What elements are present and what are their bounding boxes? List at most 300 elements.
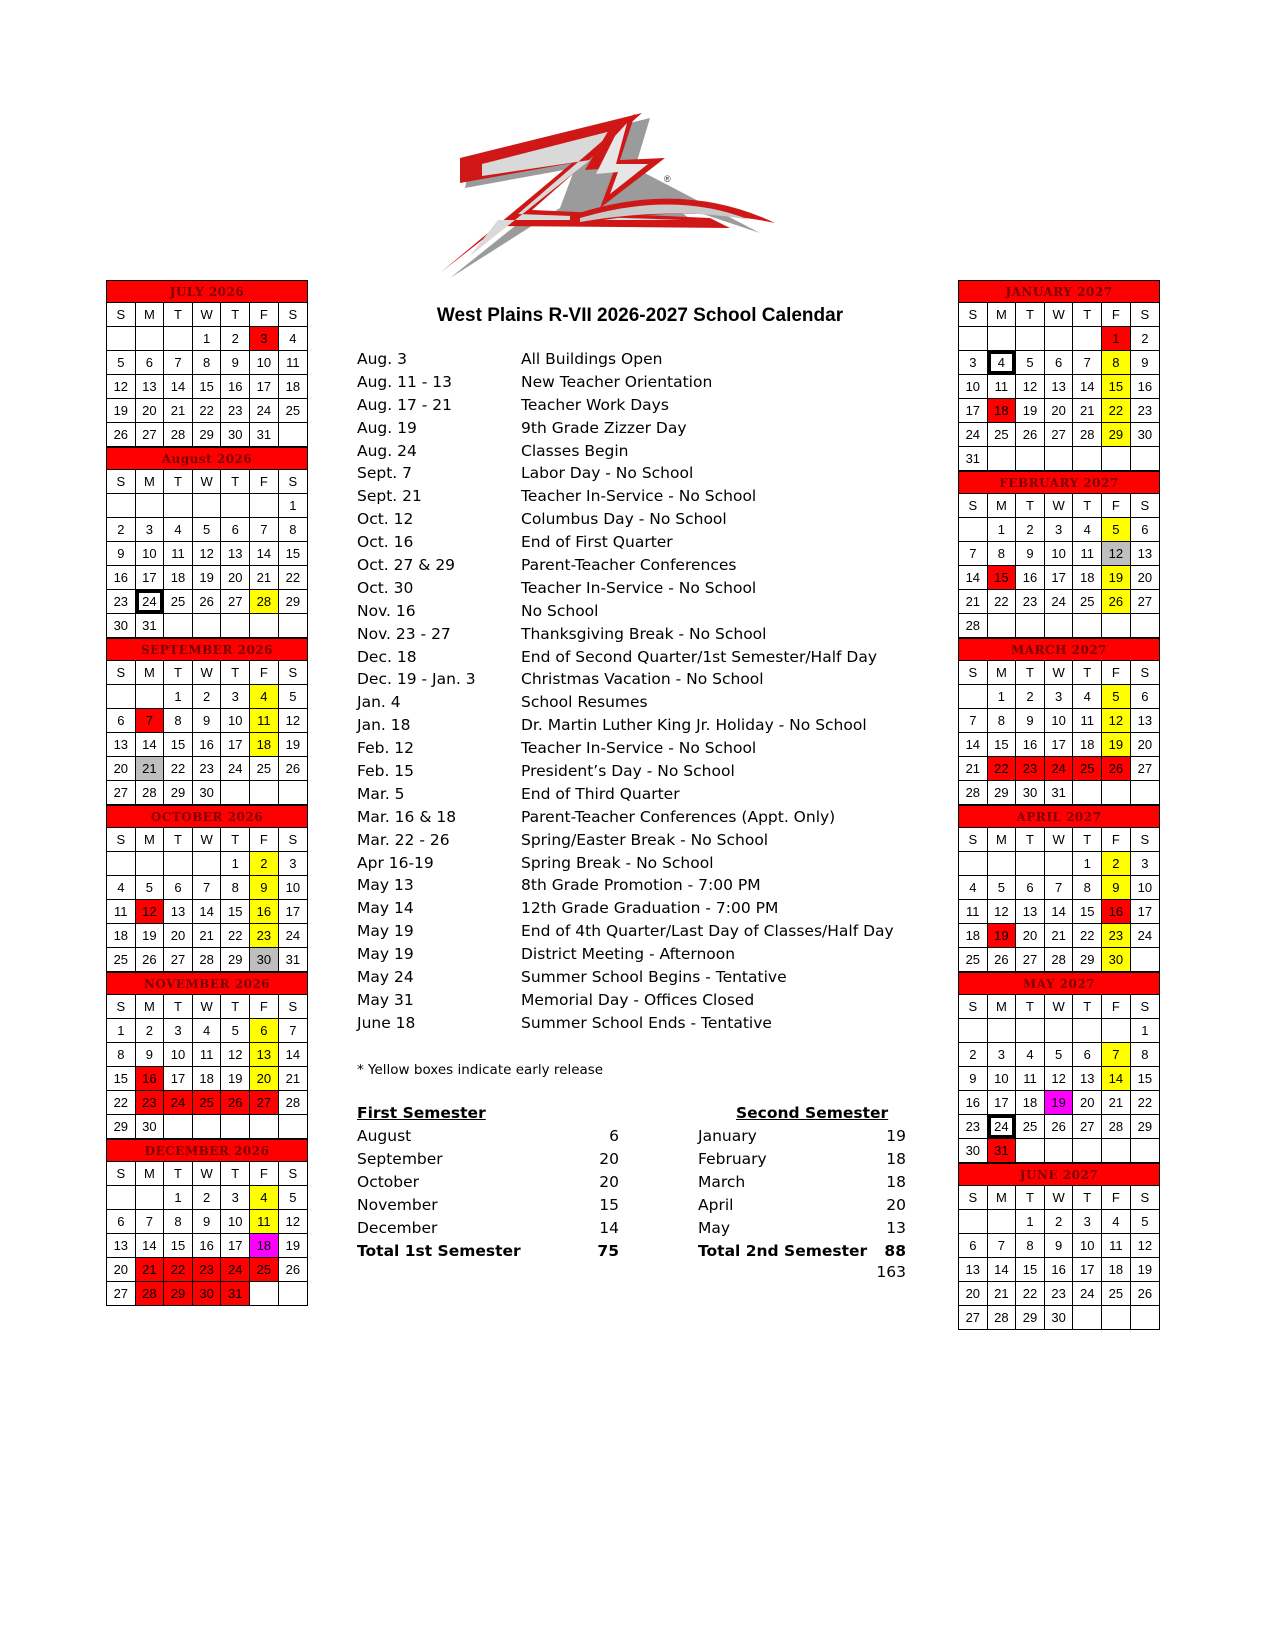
day-cell: 27	[1073, 1115, 1102, 1139]
day-cell: 10	[959, 375, 988, 399]
month-calendar	[106, 638, 308, 805]
day-cell: 6	[1044, 351, 1073, 375]
day-cell: 13	[250, 1043, 279, 1067]
empty-day-cell	[221, 781, 250, 805]
empty-day-cell	[135, 1186, 164, 1210]
empty-day-cell	[959, 685, 988, 709]
event-description: Dr. Martin Luther King Jr. Holiday - No School	[521, 716, 867, 735]
day-cell: 7	[135, 1210, 164, 1234]
event-row	[357, 531, 917, 554]
event-date: June 18	[357, 1013, 416, 1032]
day-cell: 15	[1130, 1067, 1159, 1091]
event-row	[357, 508, 917, 531]
day-cell: 14	[164, 375, 193, 399]
empty-day-cell	[107, 1186, 136, 1210]
event-description: Teacher In-Service - No School	[521, 487, 757, 506]
weekday-label: M	[987, 661, 1016, 685]
weekday-label: T	[221, 828, 250, 852]
day-cell: 2	[192, 685, 221, 709]
month-title: JANUARY 2027	[959, 281, 1160, 303]
empty-day-cell	[1016, 614, 1045, 638]
event-date: May 19	[357, 945, 414, 964]
empty-day-cell	[987, 1210, 1016, 1234]
day-cell: 2	[1016, 518, 1045, 542]
weekday-label: T	[1073, 303, 1102, 327]
day-cell: 16	[221, 375, 250, 399]
semester-month-row	[357, 1148, 619, 1171]
day-cell: 17	[1044, 566, 1073, 590]
day-cell: 1	[1102, 327, 1131, 351]
weekday-label: W	[192, 995, 221, 1019]
empty-day-cell	[250, 494, 279, 518]
day-cell: 31	[221, 1282, 250, 1306]
event-date: Sept. 7	[357, 464, 413, 483]
day-cell: 12	[278, 709, 307, 733]
day-cell: 17	[221, 1234, 250, 1258]
day-cell: 23	[1102, 924, 1131, 948]
day-cell: 5	[1044, 1043, 1073, 1067]
day-cell: 2	[1102, 852, 1131, 876]
event-row	[357, 646, 917, 669]
semester-month-name: September	[357, 1150, 443, 1168]
month-calendar	[958, 805, 1160, 972]
empty-day-cell	[1102, 781, 1131, 805]
day-cell: 30	[107, 614, 136, 638]
empty-day-cell	[278, 1282, 307, 1306]
event-date: Oct. 30	[357, 578, 414, 597]
empty-day-cell	[164, 852, 193, 876]
day-cell: 8	[164, 1210, 193, 1234]
event-row	[357, 668, 917, 691]
day-cell: 17	[135, 566, 164, 590]
first-semester-total-row	[357, 1240, 619, 1263]
day-cell: 6	[107, 1210, 136, 1234]
day-cell: 15	[221, 900, 250, 924]
day-cell: 24	[135, 590, 164, 614]
empty-day-cell	[1044, 852, 1073, 876]
weekday-label: S	[959, 661, 988, 685]
day-cell: 5	[192, 518, 221, 542]
day-cell: 22	[987, 590, 1016, 614]
day-cell: 8	[987, 542, 1016, 566]
day-cell: 27	[959, 1306, 988, 1330]
day-cell: 24	[221, 1258, 250, 1282]
day-cell: 24	[250, 399, 279, 423]
day-cell: 13	[164, 900, 193, 924]
weekday-label: T	[221, 995, 250, 1019]
empty-day-cell	[107, 494, 136, 518]
day-cell: 1	[164, 1186, 193, 1210]
semester-month-days: 20	[599, 1173, 619, 1191]
day-cell: 3	[221, 1186, 250, 1210]
day-cell: 11	[1073, 709, 1102, 733]
day-cell: 28	[987, 1306, 1016, 1330]
day-cell: 23	[1130, 399, 1159, 423]
empty-day-cell	[192, 852, 221, 876]
empty-day-cell	[135, 494, 164, 518]
day-cell: 5	[135, 876, 164, 900]
day-cell: 12	[192, 542, 221, 566]
semester-month-days: 13	[886, 1219, 906, 1237]
weekday-label: T	[164, 995, 193, 1019]
day-cell: 5	[1102, 518, 1131, 542]
day-cell: 21	[1044, 924, 1073, 948]
day-cell: 11	[1073, 542, 1102, 566]
weekday-label: S	[278, 1162, 307, 1186]
day-cell: 26	[107, 423, 136, 447]
day-cell: 28	[135, 781, 164, 805]
event-description: End of First Quarter	[521, 533, 673, 552]
empty-day-cell	[164, 1115, 193, 1139]
semester-month-days: 20	[599, 1150, 619, 1168]
event-row	[357, 989, 917, 1012]
day-cell: 13	[221, 542, 250, 566]
event-description: District Meeting - Afternoon	[521, 945, 736, 964]
weekday-label: T	[164, 470, 193, 494]
empty-day-cell	[107, 685, 136, 709]
empty-day-cell	[164, 494, 193, 518]
event-row	[357, 371, 917, 394]
day-cell: 15	[1102, 375, 1131, 399]
month-calendar	[106, 280, 308, 447]
month-title: MARCH 2027	[959, 639, 1160, 661]
empty-day-cell	[1016, 447, 1045, 471]
day-cell: 18	[959, 924, 988, 948]
day-cell: 3	[250, 327, 279, 351]
day-cell: 14	[1073, 375, 1102, 399]
day-cell: 9	[135, 1043, 164, 1067]
right-calendar-column	[958, 280, 1160, 1330]
weekday-label: F	[1102, 303, 1131, 327]
event-date: May 31	[357, 990, 414, 1009]
day-cell: 4	[1073, 685, 1102, 709]
day-cell: 9	[250, 876, 279, 900]
empty-day-cell	[221, 494, 250, 518]
weekday-label: S	[278, 995, 307, 1019]
weekday-label: F	[1102, 494, 1131, 518]
month-title: NOVEMBER 2026	[107, 973, 308, 995]
day-cell: 19	[1044, 1091, 1073, 1115]
day-cell: 20	[221, 566, 250, 590]
empty-day-cell	[1130, 948, 1159, 972]
event-description: End of 4th Quarter/Last Day of Classes/Half Day	[521, 922, 894, 941]
event-row	[357, 1012, 917, 1035]
event-row	[357, 874, 917, 897]
empty-day-cell	[1073, 1019, 1102, 1043]
day-cell: 22	[107, 1091, 136, 1115]
day-cell: 25	[959, 948, 988, 972]
weekday-label: T	[1073, 494, 1102, 518]
day-cell: 10	[1130, 876, 1159, 900]
day-cell: 13	[1016, 900, 1045, 924]
day-cell: 9	[1016, 709, 1045, 733]
day-cell: 31	[987, 1139, 1016, 1163]
day-cell: 30	[1016, 781, 1045, 805]
weekday-label: F	[1102, 1186, 1131, 1210]
day-cell: 31	[1044, 781, 1073, 805]
day-cell: 2	[1044, 1210, 1073, 1234]
weekday-label: W	[192, 303, 221, 327]
day-cell: 25	[278, 399, 307, 423]
empty-day-cell	[107, 327, 136, 351]
event-date: Mar. 5	[357, 784, 405, 803]
semester-month-row	[357, 1194, 619, 1217]
weekday-label: S	[1130, 995, 1159, 1019]
day-cell: 20	[959, 1282, 988, 1306]
weekday-label: T	[164, 1162, 193, 1186]
day-cell: 10	[250, 351, 279, 375]
semester-month-row	[698, 1217, 906, 1240]
day-cell: 8	[1073, 876, 1102, 900]
day-cell: 11	[1016, 1067, 1045, 1091]
day-cell: 24	[278, 924, 307, 948]
event-row	[357, 623, 917, 646]
day-cell: 9	[192, 709, 221, 733]
day-cell: 21	[987, 1282, 1016, 1306]
day-cell: 29	[987, 781, 1016, 805]
weekday-label: M	[987, 1186, 1016, 1210]
event-date: Mar. 16 & 18	[357, 807, 457, 826]
day-cell: 7	[959, 709, 988, 733]
weekday-label: T	[1073, 1186, 1102, 1210]
first-semester-total-label: Total 1st Semester	[357, 1242, 521, 1260]
day-cell: 9	[221, 351, 250, 375]
semester-month-days: 20	[886, 1196, 906, 1214]
day-cell: 26	[135, 948, 164, 972]
day-cell: 12	[1044, 1067, 1073, 1091]
day-cell: 13	[1130, 542, 1159, 566]
semester-month-days: 18	[886, 1173, 906, 1191]
day-cell: 14	[959, 733, 988, 757]
day-cell: 23	[135, 1091, 164, 1115]
empty-day-cell	[1016, 1019, 1045, 1043]
day-cell: 14	[278, 1043, 307, 1067]
event-row	[357, 943, 917, 966]
day-cell: 16	[1016, 733, 1045, 757]
day-cell: 26	[278, 757, 307, 781]
second-semester-total-row	[698, 1240, 906, 1263]
day-cell: 7	[278, 1019, 307, 1043]
day-cell: 26	[1130, 1282, 1159, 1306]
weekday-label: T	[164, 828, 193, 852]
empty-day-cell	[1073, 781, 1102, 805]
day-cell: 18	[1073, 566, 1102, 590]
weekday-label: M	[987, 303, 1016, 327]
day-cell: 18	[192, 1067, 221, 1091]
day-cell: 6	[221, 518, 250, 542]
weekday-label: M	[135, 303, 164, 327]
weekday-label: S	[1130, 303, 1159, 327]
day-cell: 21	[959, 757, 988, 781]
event-description: Spring Break - No School	[521, 853, 714, 872]
day-cell: 8	[1016, 1234, 1045, 1258]
day-cell: 25	[250, 1258, 279, 1282]
month-title: APRIL 2027	[959, 806, 1160, 828]
day-cell: 6	[1130, 518, 1159, 542]
weekday-label: T	[1016, 1186, 1045, 1210]
day-cell: 27	[1130, 757, 1159, 781]
event-date: Jan. 18	[357, 716, 411, 735]
weekday-label: S	[1130, 828, 1159, 852]
event-row	[357, 806, 917, 829]
day-cell: 1	[107, 1019, 136, 1043]
semester-month-name: November	[357, 1196, 438, 1214]
empty-day-cell	[164, 327, 193, 351]
day-cell: 19	[107, 399, 136, 423]
day-cell: 16	[1102, 900, 1131, 924]
day-cell: 31	[959, 447, 988, 471]
event-description: Classes Begin	[521, 441, 629, 460]
empty-day-cell	[987, 447, 1016, 471]
semester-month-row	[698, 1125, 906, 1148]
empty-day-cell	[959, 518, 988, 542]
day-cell: 2	[250, 852, 279, 876]
weekday-label: M	[987, 494, 1016, 518]
empty-day-cell	[959, 852, 988, 876]
day-cell: 20	[164, 924, 193, 948]
day-cell: 11	[250, 709, 279, 733]
events-list	[357, 348, 917, 1035]
day-cell: 11	[959, 900, 988, 924]
semester-month-row	[357, 1217, 619, 1240]
day-cell: 4	[192, 1019, 221, 1043]
month-calendar	[958, 471, 1160, 638]
day-cell: 12	[987, 900, 1016, 924]
empty-day-cell	[1102, 614, 1131, 638]
day-cell: 4	[250, 1186, 279, 1210]
day-cell: 12	[1102, 709, 1131, 733]
day-cell: 2	[1016, 685, 1045, 709]
day-cell: 19	[987, 924, 1016, 948]
empty-day-cell	[1044, 614, 1073, 638]
first-semester-heading: First Semester	[357, 1104, 486, 1122]
weekday-label: M	[135, 470, 164, 494]
day-cell: 27	[135, 423, 164, 447]
month-calendar	[106, 1139, 308, 1306]
weekday-label: M	[135, 661, 164, 685]
weekday-label: T	[221, 1162, 250, 1186]
event-date: May 14	[357, 899, 414, 918]
empty-day-cell	[1044, 1019, 1073, 1043]
day-cell: 6	[959, 1234, 988, 1258]
month-title: OCTOBER 2026	[107, 806, 308, 828]
day-cell: 22	[192, 399, 221, 423]
day-cell: 25	[107, 948, 136, 972]
day-cell: 23	[250, 924, 279, 948]
day-cell: 8	[221, 876, 250, 900]
day-cell: 6	[164, 876, 193, 900]
day-cell: 21	[278, 1067, 307, 1091]
semester-month-days: 18	[886, 1150, 906, 1168]
weekday-label: T	[1073, 995, 1102, 1019]
day-cell: 28	[164, 423, 193, 447]
day-cell: 31	[135, 614, 164, 638]
day-cell: 17	[1130, 900, 1159, 924]
event-date: Feb. 12	[357, 739, 415, 758]
day-cell: 22	[1130, 1091, 1159, 1115]
day-cell: 6	[250, 1019, 279, 1043]
empty-day-cell	[278, 1115, 307, 1139]
weekday-label: M	[135, 995, 164, 1019]
month-calendar	[958, 972, 1160, 1163]
day-cell: 27	[107, 1282, 136, 1306]
day-cell: 23	[192, 757, 221, 781]
day-cell: 30	[1130, 423, 1159, 447]
day-cell: 5	[987, 876, 1016, 900]
day-cell: 13	[135, 375, 164, 399]
semester-month-row	[698, 1171, 906, 1194]
day-cell: 20	[107, 757, 136, 781]
empty-day-cell	[250, 614, 279, 638]
month-title: JUNE 2027	[959, 1164, 1160, 1186]
weekday-label: M	[987, 828, 1016, 852]
semester-month-name: May	[698, 1219, 731, 1237]
day-cell: 14	[192, 900, 221, 924]
day-cell: 19	[278, 733, 307, 757]
day-cell: 24	[1044, 590, 1073, 614]
day-cell: 17	[250, 375, 279, 399]
semester-month-row	[357, 1171, 619, 1194]
day-cell: 12	[1102, 542, 1131, 566]
event-row	[357, 440, 917, 463]
day-cell: 14	[1102, 1067, 1131, 1091]
day-cell: 15	[1016, 1258, 1045, 1282]
day-cell: 1	[278, 494, 307, 518]
weekday-label: F	[250, 661, 279, 685]
weekday-label: W	[1044, 303, 1073, 327]
weekday-label: S	[107, 470, 136, 494]
event-row	[357, 577, 917, 600]
weekday-label: S	[1130, 494, 1159, 518]
weekday-label: S	[1130, 1186, 1159, 1210]
weekday-label: S	[107, 661, 136, 685]
day-cell: 4	[959, 876, 988, 900]
day-cell: 25	[1102, 1282, 1131, 1306]
event-date: Nov. 16	[357, 601, 416, 620]
day-cell: 26	[278, 1258, 307, 1282]
weekday-label: W	[192, 470, 221, 494]
weekday-label: T	[1016, 995, 1045, 1019]
empty-day-cell	[164, 614, 193, 638]
event-date: Dec. 19 - Jan. 3	[357, 670, 476, 689]
day-cell: 8	[164, 709, 193, 733]
day-cell: 26	[1016, 423, 1045, 447]
day-cell: 4	[278, 327, 307, 351]
second-semester-rows	[698, 1125, 906, 1240]
day-cell: 9	[1016, 542, 1045, 566]
empty-day-cell	[1044, 327, 1073, 351]
day-cell: 4	[987, 351, 1016, 375]
day-cell: 8	[278, 518, 307, 542]
day-cell: 10	[1073, 1234, 1102, 1258]
weekday-label: F	[250, 470, 279, 494]
day-cell: 15	[987, 566, 1016, 590]
day-cell: 15	[164, 733, 193, 757]
day-cell: 6	[135, 351, 164, 375]
empty-day-cell	[1044, 447, 1073, 471]
weekday-label: W	[1044, 1186, 1073, 1210]
day-cell: 2	[221, 327, 250, 351]
event-description: Memorial Day - Offices Closed	[521, 990, 755, 1009]
event-description: Christmas Vacation - No School	[521, 670, 764, 689]
day-cell: 23	[107, 590, 136, 614]
day-cell: 1	[164, 685, 193, 709]
weekday-label: W	[1044, 494, 1073, 518]
day-cell: 25	[250, 757, 279, 781]
weekday-label: T	[164, 661, 193, 685]
day-cell: 5	[1016, 351, 1045, 375]
day-cell: 28	[959, 781, 988, 805]
